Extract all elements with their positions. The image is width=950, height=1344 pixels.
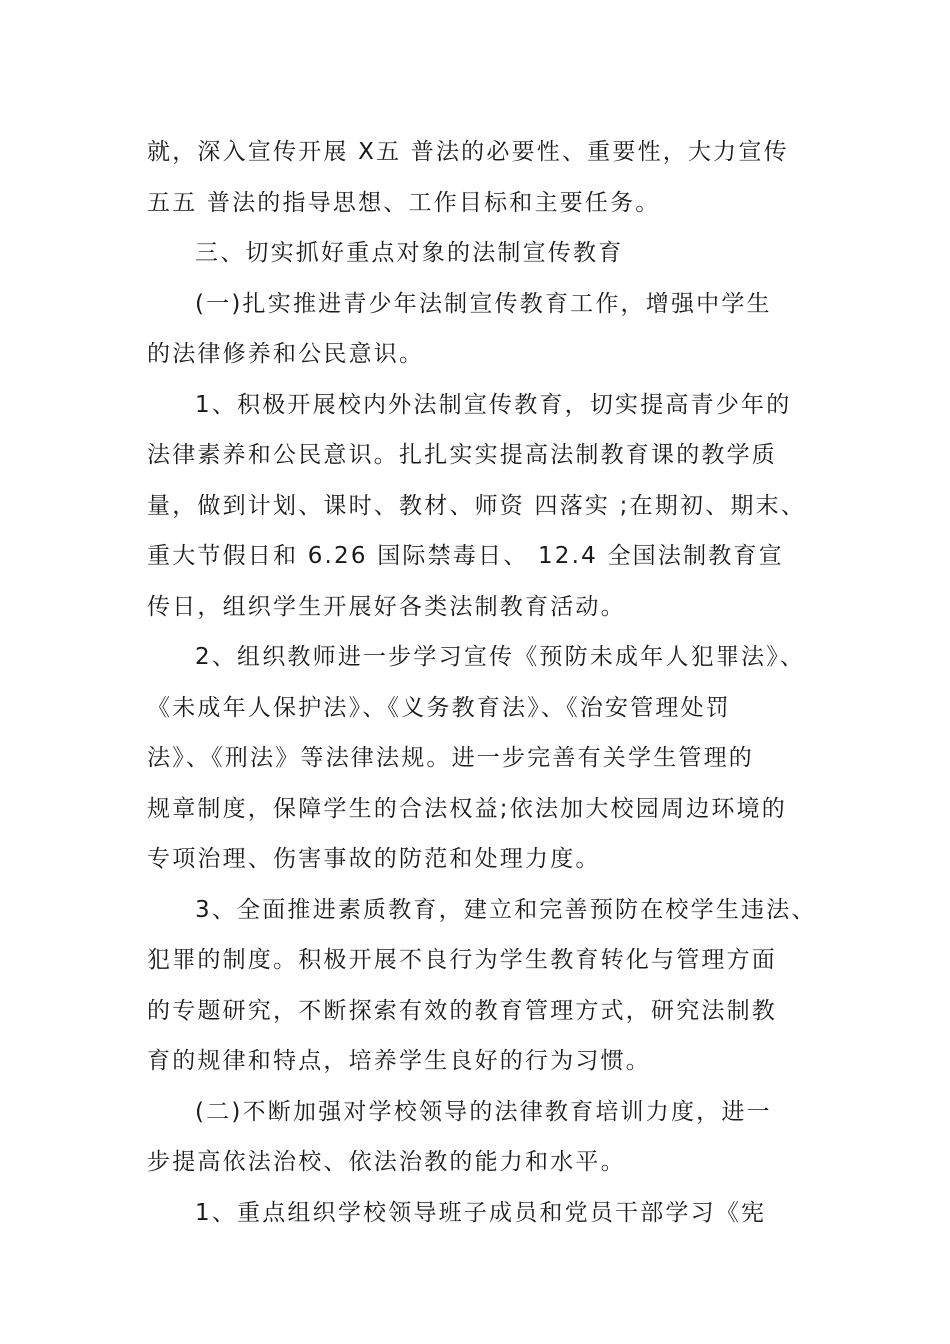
text-line-19: 育的规律和特点，培养学生良好的行为习惯。	[147, 1048, 651, 1074]
text-line-21: 步提高依法治校、依法治教的能力和水平。	[147, 1149, 626, 1175]
text-line-14: 规章制度，保障学生的合法权益;依法加大校园周边环境的	[147, 796, 787, 822]
subsection-heading-2: (二)不断加强对学校领导的法律教育培训力度，进一	[195, 1099, 772, 1125]
subsection-heading-1: (一)扎实推进青少年法制宣传教育工作，增强中学生	[195, 291, 772, 317]
text-line-9: 重大节假日和 6.26 国际禁毒日、 12.4 全国法制教育宣	[147, 543, 784, 569]
text-line-10: 传日，组织学生开展好各类法制教育活动。	[147, 594, 626, 620]
text-line-18: 的专题研究，不断探索有效的教育管理方式，研究法制教	[147, 998, 777, 1024]
text-line-2: 五五 普法的指导思想、工作目标和主要任务。	[147, 190, 661, 216]
text-line-7: 法律素养和公民意识。扎扎实实提高法制教育课的教学质	[147, 442, 777, 468]
text-line-6: 1、积极开展校内外法制宣传教育，切实提高青少年的	[195, 392, 792, 418]
text-line-13: 法》、《刑法》等法律法规。进一步完善有关学生管理的	[147, 745, 754, 771]
text-line-11: 2、组织教师进一步学习宣传《预防未成年人犯罪法》、	[195, 644, 806, 670]
text-line-8: 量，做到计划、课时、教材、师资 四落实 ;在期初、期末、	[147, 493, 806, 519]
text-line-17: 犯罪的制度。积极开展不良行为学生教育转化与管理方面	[147, 947, 777, 973]
section-heading-3: 三、切实抓好重点对象的法制宣传教育	[195, 240, 624, 266]
text-line-12: 《未成年人保护法》、《义务教育法》、《治安管理处罚	[147, 695, 731, 721]
text-line-15: 专项治理、伤害事故的防范和处理力度。	[147, 846, 601, 872]
text-line-22: 1、重点组织学校领导班子成员和党员干部学习《宪	[195, 1200, 767, 1226]
text-line-1: 就，深入宣传开展 X五 普法的必要性、重要性，大力宣传	[147, 139, 789, 165]
text-line-5: 的法律修养和公民意识。	[147, 341, 425, 367]
text-line-16: 3、全面推进素质教育，建立和完善预防在校学生违法、	[195, 897, 817, 923]
